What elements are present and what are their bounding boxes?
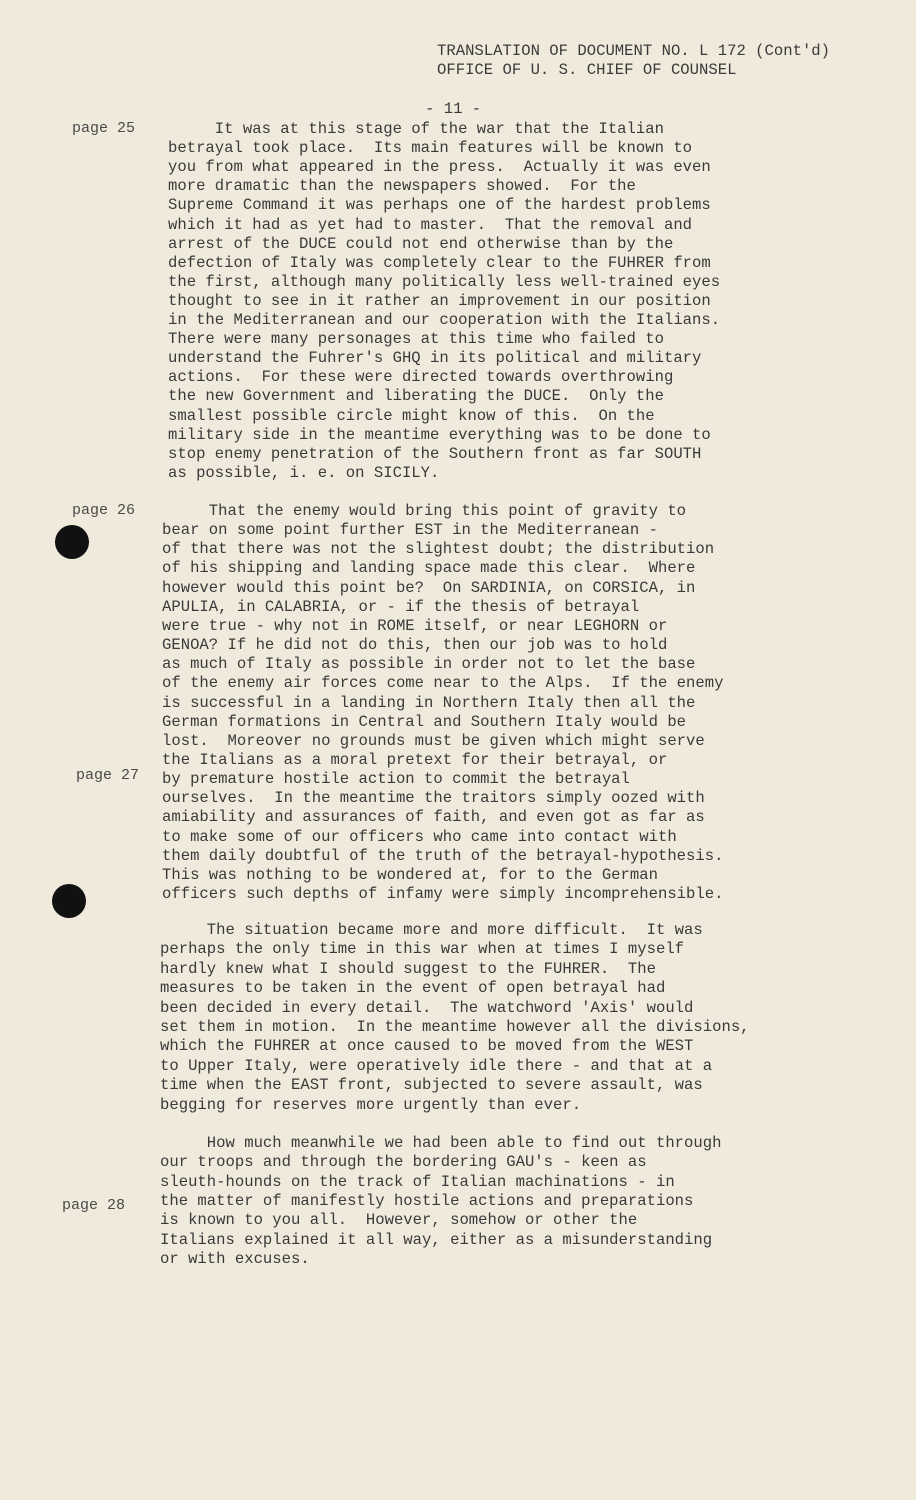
text-line: lost. Moreover no grounds must be given which might serve: [162, 731, 705, 750]
margin-note-page-27: page 27: [76, 767, 140, 784]
text-line: the Italians as a moral pretext for their betrayal, or: [162, 750, 668, 769]
text-line: perhaps the only time in this war when at times I myself: [160, 940, 685, 959]
text-line: Supreme Command it was perhaps one of the hardest problems: [168, 196, 711, 215]
text-line: sleuth-hounds on the track of Italian machinations - in: [160, 1172, 675, 1191]
text-line: which it had as yet had to master. That the removal and: [168, 215, 693, 234]
text-line: our troops and through the bordering GAU's - keen as: [160, 1153, 647, 1172]
text-line: defection of Italy was completely clear to the FUHRER from: [168, 253, 711, 272]
text-line: That the enemy would bring this point of gravity to: [162, 502, 687, 520]
text-line: is known to you all. However, somehow or other the: [160, 1211, 638, 1230]
text-line: of the enemy air forces come near to the Alps. If the enemy: [162, 674, 724, 693]
text-line: as possible, i. e. on SICILY.: [168, 463, 440, 482]
text-line: German formations in Central and Southern Italy would be: [162, 712, 687, 731]
text-line: stop enemy penetration of the Southern front as far SOUTH: [168, 444, 702, 463]
text-line: smallest possible circle might know of this. On the: [168, 406, 655, 425]
text-line: been decided in every detail. The watchword 'Axis' would: [160, 998, 694, 1017]
text-line: It was at this stage of the war that the Italian: [168, 120, 664, 138]
text-line: There were many personages at this time who failed to: [168, 330, 664, 349]
margin-note-page-28: page 28: [62, 1197, 126, 1214]
text-line: the new Government and liberating the DUCE. Only the: [168, 387, 664, 406]
text-line: by premature hostile action to commit the betrayal: [162, 770, 630, 789]
text-line: were true - why not in ROME itself, or near LEGHORN or: [162, 616, 668, 635]
text-line: amiability and assurances of faith, and even got as far as: [162, 808, 705, 827]
header-title: TRANSLATION OF DOCUMENT NO. L 172 (Cont'd): [437, 42, 831, 60]
text-line: military side in the meantime everything was to be done to: [168, 425, 711, 444]
text-line: arrest of the DUCE could not end otherwise than by the: [168, 234, 674, 253]
text-line: thought to see in it rather an improvement in our position: [168, 291, 711, 310]
text-line: set them in motion. In the meantime however all the divisions,: [160, 1018, 750, 1036]
punch-hole: [55, 525, 89, 559]
text-line: measures to be taken in the event of open betrayal had: [160, 979, 666, 998]
text-line: to make some of our officers who came into contact with: [162, 827, 677, 846]
text-line: of that there was not the slightest doubt; the distribution: [162, 540, 715, 559]
text-line: APULIA, in CALABRIA, or - if the thesis of betrayal: [162, 597, 640, 616]
text-line: bear on some point further EST in the Mediterranean -: [162, 521, 658, 540]
text-line: to Upper Italy, were operatively idle there - and that at a: [160, 1056, 713, 1075]
text-line: or with excuses.: [160, 1249, 310, 1268]
text-line: the first, although many politically less well-trained eyes: [168, 272, 721, 291]
text-line: Italians explained it all way, either as a misunderstanding: [160, 1230, 713, 1249]
text-line: you from what appeared in the press. Actually it was even: [168, 158, 711, 177]
text-line: ourselves. In the meantime the traitors simply oozed with: [162, 789, 705, 808]
text-line: in the Mediterranean and our cooperation with the Italians.: [168, 311, 721, 329]
text-line: them daily doubtful of the truth of the betrayal-hypothesis.: [162, 846, 724, 865]
text-line: however would this point be? On SARDINIA, on CORSICA, in: [162, 578, 696, 597]
text-line: the matter of manifestly hostile actions and preparations: [160, 1191, 694, 1210]
margin-note-page-26: page 26: [72, 502, 136, 519]
text-line: This was nothing to be wondered at, for to the German: [162, 865, 658, 884]
text-line: as much of Italy as possible in order not to let the base: [162, 655, 696, 674]
text-line: of his shipping and landing space made this clear. Where: [162, 559, 696, 578]
text-line: is successful in a landing in Northern Italy then all the: [162, 693, 696, 712]
text-line: The situation became more and more difficult. It was: [160, 921, 703, 939]
text-line: which the FUHRER at once caused to be moved from the WEST: [160, 1037, 694, 1056]
text-line: actions. For these were directed towards overthrowing: [168, 368, 674, 387]
text-line: officers such depths of infamy were simply incomprehensible.: [162, 885, 724, 903]
text-line: How much meanwhile we had been able to find out through: [160, 1134, 722, 1152]
text-line: begging for reserves more urgently than ever.: [160, 1095, 582, 1114]
text-line: time when the EAST front, subjected to severe assault, was: [160, 1076, 703, 1095]
header-office: OFFICE OF U. S. CHIEF OF COUNSEL: [437, 61, 737, 79]
text-line: more dramatic than the newspapers showed. For the: [168, 177, 636, 196]
text-line: betrayal took place. Its main features will be known to: [168, 139, 693, 158]
text-line: understand the Fuhrer's GHQ in its political and military: [168, 349, 702, 368]
punch-hole: [52, 884, 86, 918]
text-line: hardly knew what I should suggest to the FUHRER. The: [160, 959, 656, 978]
page-number: - 11 -: [425, 100, 482, 118]
margin-note-page-25: page 25: [72, 120, 136, 137]
text-line: GENOA? If he did not do this, then our job was to hold: [162, 636, 668, 655]
